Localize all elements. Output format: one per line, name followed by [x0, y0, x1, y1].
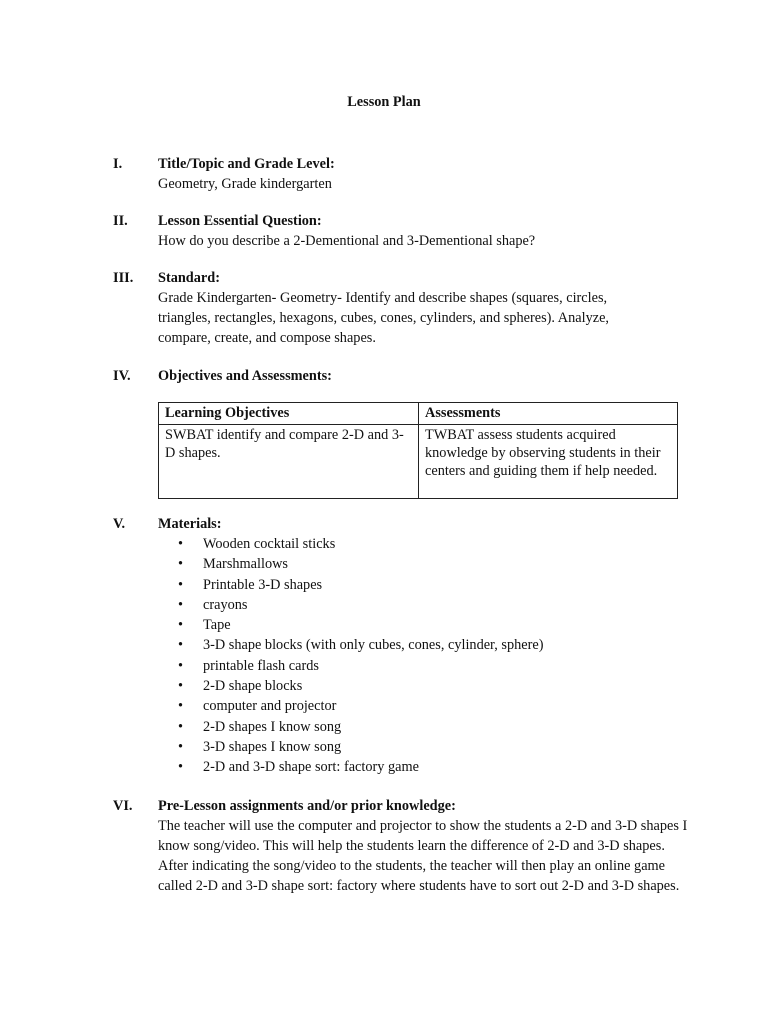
bullet-icon: •: [178, 556, 184, 573]
list-item: • 2-D shapes I know song: [178, 718, 342, 735]
list-item: • crayons: [178, 596, 248, 613]
page-title: Lesson Plan: [347, 94, 421, 110]
list-item: • Wooden cocktail sticks: [178, 536, 336, 552]
bullet-icon: •: [178, 678, 184, 695]
section-heading: Standard:: [158, 270, 220, 286]
bullet-icon: •: [178, 617, 184, 634]
table-cell: TWBAT assess students acquired knowledge by observing students in their centers and guiding them if help needed.: [419, 425, 678, 499]
bullet-icon: •: [178, 596, 184, 613]
section-number: II.: [113, 213, 128, 229]
section-title-topic: [113, 154, 693, 194]
section-heading: Materials:: [158, 516, 222, 532]
section-number: IV.: [113, 368, 131, 384]
bullet-icon: •: [178, 536, 184, 552]
section-heading: Title/Topic and Grade Level:: [158, 156, 335, 172]
section-essential-question: [113, 211, 693, 251]
section-heading: Pre-Lesson assignments and/or prior knowledge:: [158, 798, 456, 814]
section-standard: [113, 268, 693, 348]
list-item: • Printable 3-D shapes: [178, 576, 323, 593]
objectives-table: [158, 402, 678, 499]
section-text: Grade Kindergarten- Geometry- Identify and describe shapes (squares, circles, triangles, rectangles, hexagons, cubes, cones, cylinders, and spheres). Analyze, compare, create, and compose shapes.: [158, 290, 609, 346]
list-item: • 2-D shape blocks: [178, 678, 303, 695]
list-item: • Tape: [178, 617, 231, 634]
list-item: • computer and projector: [178, 698, 337, 715]
list-item: • 2-D and 3-D shape sort: factory game: [178, 759, 419, 776]
section-objectives: [113, 366, 693, 386]
list-item: • 3-D shape blocks (with only cubes, cones, cylinder, sphere): [178, 637, 544, 654]
list-item: • 3-D shapes I know song: [178, 738, 342, 755]
list-item: • printable flash cards: [178, 657, 319, 674]
table-cell: SWBAT identify and compare 2-D and 3-D shapes.: [159, 425, 419, 499]
table-header: Learning Objectives: [159, 403, 419, 425]
section-heading: Lesson Essential Question:: [158, 213, 322, 229]
table-row: [159, 425, 678, 499]
bullet-icon: •: [178, 637, 184, 654]
table-header-row: [159, 403, 678, 425]
section-heading: Objectives and Assessments:: [158, 368, 332, 384]
section-number: I.: [113, 156, 123, 172]
list-item: • Marshmallows: [178, 556, 288, 573]
bullet-icon: •: [178, 718, 184, 735]
bullet-icon: •: [178, 657, 184, 674]
bullet-icon: •: [178, 759, 184, 776]
table-header: Assessments: [419, 403, 678, 425]
bullet-icon: •: [178, 698, 184, 715]
section-text: Geometry, Grade kindergarten: [158, 176, 332, 192]
bullet-icon: •: [178, 738, 184, 755]
section-text: The teacher will use the computer and projector to show the students a 2-D and 3-D shapes I know song/video. This will help the students learn the difference of 2-D and 3-D shapes. After indicating the song/video to the students, the teacher will then play an online game called 2-D and 3-D shape sort: factory where students have to sort out 2-D and 3-D shapes.: [158, 818, 688, 894]
section-number: III.: [113, 270, 134, 286]
section-number: V.: [113, 516, 126, 532]
section-number: VI.: [113, 798, 133, 814]
section-text: How do you describe a 2-Dementional and 3-Dementional shape?: [158, 233, 536, 249]
section-pre-lesson: [113, 796, 693, 896]
section-materials: [113, 514, 693, 778]
materials-list: [158, 534, 693, 778]
bullet-icon: •: [178, 576, 184, 593]
